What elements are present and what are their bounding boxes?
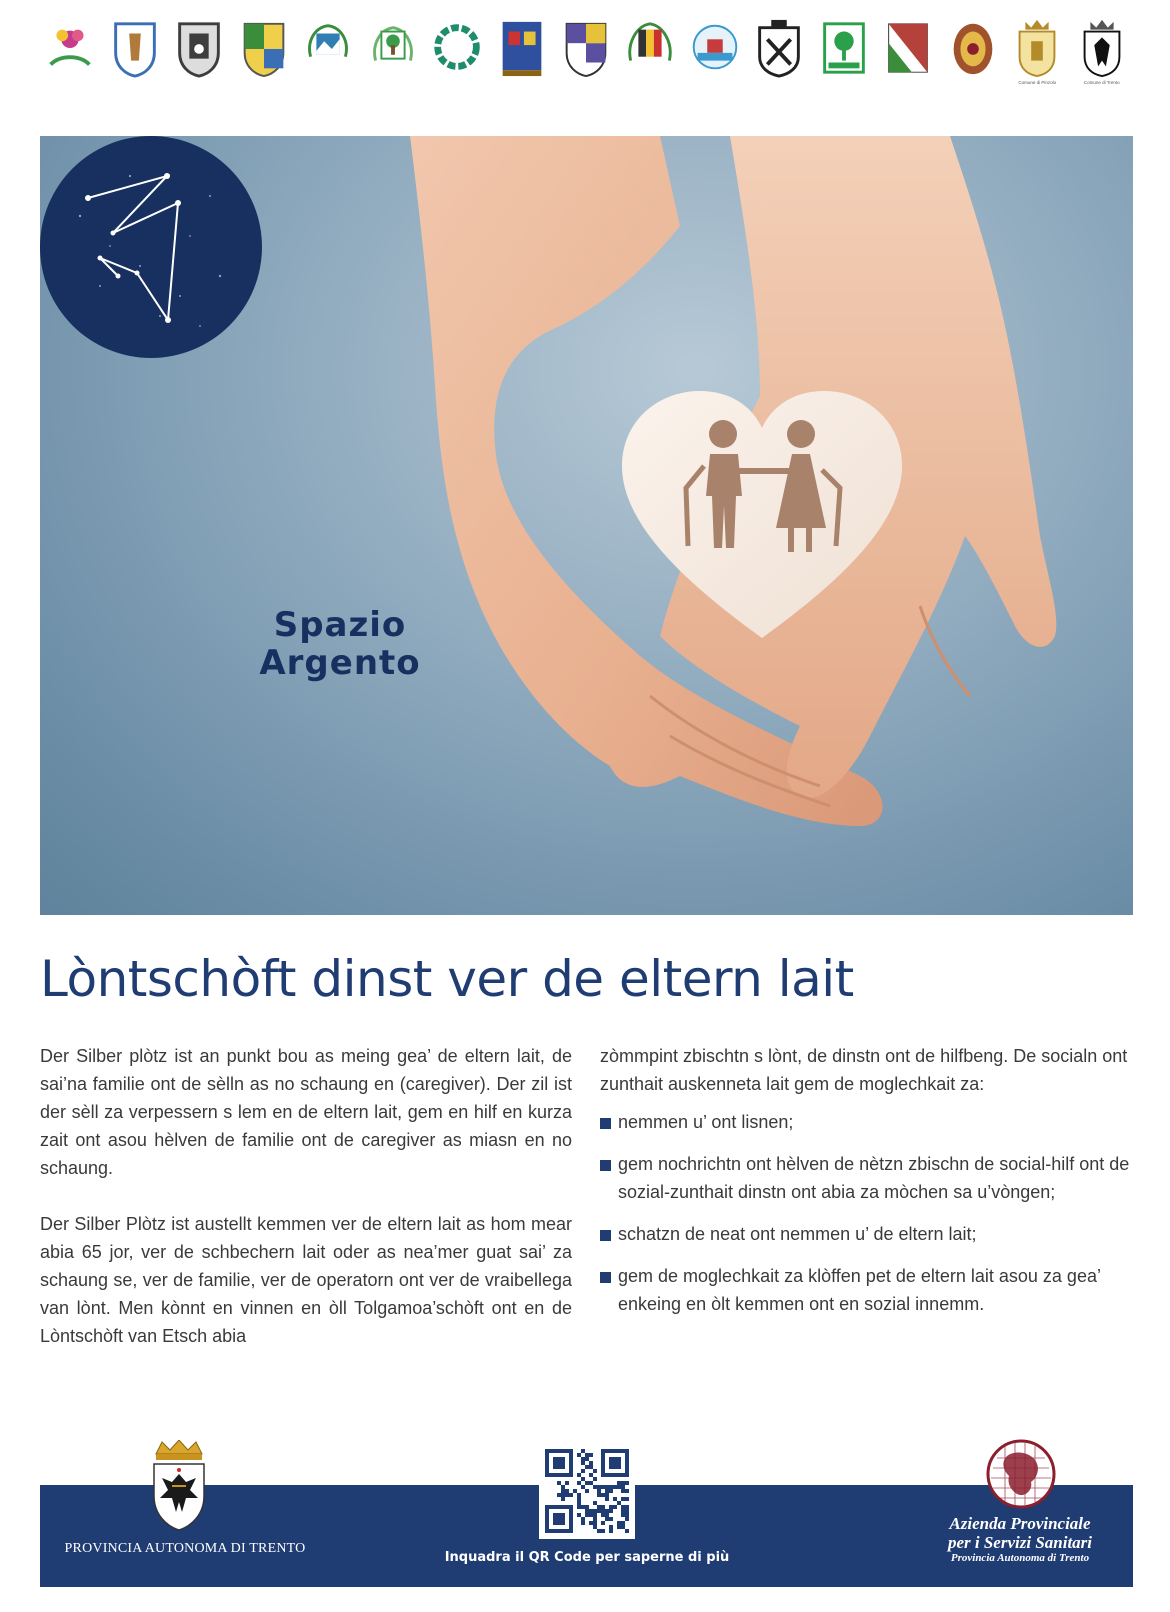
list-item: gem nochrichtn ont hèlven de nètzn zbischn de social-hilf ont de sozial-zunthait dinstn ont abia za mòchen sa u’vòngen; [600,1150,1135,1206]
municipal-crests-row [38,14,1134,88]
hero-image [40,136,1133,915]
trento-province-crest-icon [148,1440,210,1532]
eagle-shield-icon [1076,18,1128,78]
list-item: gem de moglechkait za klòffen pet de eltern lait asou za gea’ enkeing en òlt kemmen ont en sozial innemm. [600,1262,1135,1318]
ornate-shield-icon [947,18,999,78]
crossed-tools-shield-icon [753,18,805,78]
village-circle-icon [689,18,741,78]
right-text-column [600,1042,1135,1332]
green-ring-icon [431,18,483,78]
qr-code[interactable] [539,1443,635,1539]
left-paragraph-2: Der Silber Plòtz ist austellt kemmen ver de eltern lait as hom mear abia 65 jor, ver de schbechern lait oder as nea’mer guat sai’ za schaung se, ver de familie, ver de operatorn ont ver de vraibellega van lònt. Men kònnt en vinnen en òll Tolgamoa’schòft ont en de Lòntschòft van Etsch abia [40,1214,572,1346]
crest-caption: Comune di Trento [1083,80,1120,85]
crest-caption: Comune di Pinzolo [1018,80,1057,85]
page-title: Lòntschòft dinst ver de eltern lait [40,950,854,1008]
mountain-wreath-icon [302,18,354,78]
left-paragraph-1: Der Silber plòtz ist an punkt bou as meing gea’ de eltern lait, de sai’na familie ont de sèlln as no schaung en (caregiver). Der zil ist der sèll za verpessern s lem en de eltern lait, gem en hilf en kurza zait ont asou hèlven de familie ont de caregiver as miasn en no schaung. [40,1046,572,1178]
spazio-argento-constellation-logo [40,136,262,358]
flower-crest-icon [44,18,96,78]
apss-line-3: Provincia Autonoma di Trento [950,1552,1090,1564]
province-label: PROVINCIA AUTONOMA DI TRENTO [64,1541,306,1556]
tower-shield-icon [173,18,225,78]
crowned-shield-icon [1011,18,1063,78]
right-intro-paragraph: zòmmpint zbischtn s lònt, de dinstn ont de hilfbeng. De socialn ont zunthait auskenneta lait gem de moglechkait za: [600,1046,1128,1094]
qr-code-caption: Inquadra il QR Code per saperne di più [444,1550,730,1565]
list-item: schatzn de neat ont nemmen u’ de eltern lait; [600,1220,1135,1248]
qr-code-icon [545,1449,629,1533]
diagonal-shield-icon [882,18,934,78]
tree-wreath-icon [367,18,419,78]
apss-line-1: Azienda Provinciale [949,1514,1091,1533]
spazio-argento-brand-text [200,606,480,682]
left-text-column [40,1042,572,1378]
apss-logo-icon [985,1438,1057,1510]
brand-line-1: Spazio [273,605,407,645]
quartered-shield-icon [238,18,290,78]
services-bullet-list [600,1108,1135,1318]
green-tree-shield-icon [818,18,870,78]
deer-shield-icon [109,18,161,78]
apss-label [910,1514,1130,1565]
brand-line-2: Argento [259,643,421,683]
checkered-shield-icon [560,18,612,78]
list-item: nemmen u’ ont lisnen; [600,1108,1135,1136]
apss-line-2: per i Servizi Sanitari [947,1533,1093,1552]
castle-shield-icon [496,18,548,78]
tricolor-wreath-icon [624,18,676,78]
